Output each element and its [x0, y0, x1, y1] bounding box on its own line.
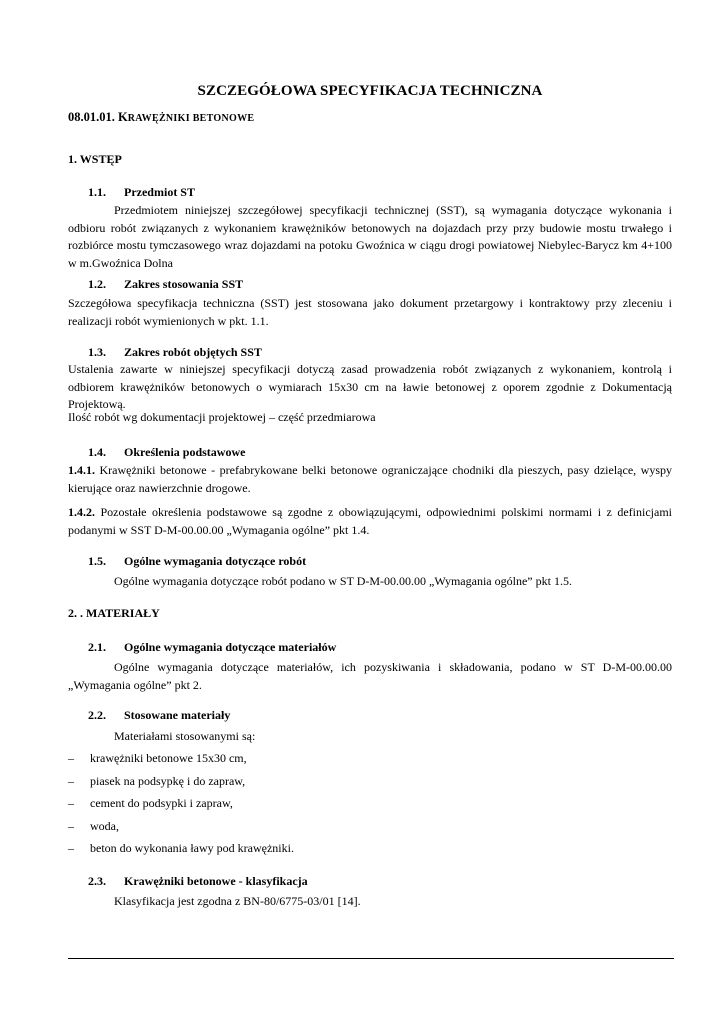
- materials-item-label: beton do wykonania ławy pod krawężniki.: [90, 841, 294, 855]
- section-1-3-heading: [88, 345, 262, 360]
- section-1-3-title: Zakres robót objętych SST: [124, 345, 262, 359]
- materials-item-label: piasek na podsypkę i do zapraw,: [90, 774, 246, 788]
- section-1-2-number: 1.2.: [88, 277, 106, 291]
- section-2-3-heading: [88, 874, 308, 889]
- document-title: SZCZEGÓŁOWA SPECYFIKACJA TECHNICZNA: [197, 83, 543, 99]
- footer-rule: [68, 958, 674, 959]
- materials-item-label: krawężniki betonowe 15x30 cm,: [90, 751, 247, 765]
- definition-1-4-1-number: 1.4.1.: [68, 463, 95, 477]
- materials-list-item: [68, 751, 247, 766]
- section-2-2-heading: [88, 708, 230, 723]
- dash-bullet: –: [68, 751, 74, 765]
- section-2-3-text: Klasyfikacja jest zgodna z BN-80/6775-03/01 [14].: [114, 894, 361, 908]
- section-2-3-title: Krawężniki betonowe - klasyfikacja: [124, 874, 308, 888]
- materials-list-item: [68, 819, 119, 834]
- section-1-1-heading: [88, 185, 195, 200]
- dash-bullet: –: [68, 841, 74, 855]
- materials-item-label: woda,: [90, 819, 119, 833]
- subtitle-small-caps: RAWĘŻNIKI BETONOWE: [127, 113, 255, 124]
- section-1-5-heading: [88, 554, 306, 569]
- section-1-3-number: 1.3.: [88, 345, 106, 359]
- section-2-1-title: Ogólne wymagania dotyczące materiałów: [124, 640, 337, 654]
- section-1-1-title: Przedmiot ST: [124, 185, 195, 199]
- materials-list-item: [68, 774, 245, 789]
- section-2-3-number: 2.3.: [88, 874, 106, 888]
- materials-list-item: [68, 841, 294, 856]
- section-1-5-title: Ogólne wymagania dotyczące robót: [124, 554, 307, 568]
- section-2-1-number: 2.1.: [88, 640, 106, 654]
- subtitle-cap: K: [118, 110, 128, 124]
- dash-bullet: –: [68, 774, 74, 788]
- section-2-1-text: Ogólne wymagania dotyczące materiałów, ich pozyskiwania i składowania, podano w ST D-M-00.00.00 „Wymagania ogólne” pkt 2.: [68, 660, 672, 692]
- section-1-4-number: 1.4.: [88, 445, 106, 459]
- section-1-4-title: Określenia podstawowe: [124, 445, 246, 459]
- section-1-4-heading: [88, 445, 245, 460]
- materials-list-item: [68, 796, 233, 811]
- dash-bullet: –: [68, 796, 74, 810]
- materials-item-label: cement do podsypki i zapraw,: [90, 796, 233, 810]
- section-1-3-text: Ustalenia zawarte w niniejszej specyfikacji dotyczą zasad prowadzenia robót związanych z wykonaniem, kontrolą i odbiorem krawężników betonowych o wymiarach 15x30 cm na ławie betonowej z oporem zgodnie z Dokumentacją Projektową.: [68, 362, 672, 412]
- section-2-2-title: Stosowane materiały: [124, 708, 231, 722]
- section-1-5-number: 1.5.: [88, 554, 106, 568]
- section-1-2-title: Zakres stosowania SST: [124, 277, 244, 291]
- section-1-1-text: Przedmiotem niniejszej szczegółowej specyfikacji technicznej (SST), są wymagania dotyczące wykonania i odbioru robót związanych z wykonaniem krawężników betonowych na dojazdach przy przy budowie mostu trwałego i rozbiórce mostu tymczasowego wraz dojazdami na potoku Gwoźnica w ciągu drogi powiatowej Niebylec-Barycz km 4+100 w m.Gwoźnica Dolna: [68, 203, 672, 270]
- section-1-1-number: 1.1.: [88, 185, 106, 199]
- section-2-2-intro: Materiałami stosowanymi są:: [114, 729, 256, 743]
- section-2-heading: 2. . MATERIAŁY: [68, 606, 160, 620]
- subtitle-number: 08.01.01.: [68, 110, 115, 124]
- definition-1-4-1: [68, 462, 672, 497]
- section-1-2-heading: [88, 277, 243, 292]
- section-2-2-number: 2.2.: [88, 708, 106, 722]
- definition-1-4-1-text: Krawężniki betonowe - prefabrykowane belki betonowe ograniczające chodniki dla pieszych, pasy dzielące, wyspy kierujące oraz nawierzchnie drogowe.: [68, 463, 672, 495]
- dash-bullet: –: [68, 819, 74, 833]
- definition-1-4-2-text: Pozostałe określenia podstawowe są zgodne z obowiązującymi, odpowiednimi polskimi normami i z definicjami podanymi w SST D-M-00.00.00 „Wymagania ogólne” pkt 1.4.: [68, 505, 672, 537]
- section-1-3-quantity-note: Ilość robót wg dokumentacji projektowej – część przedmiarowa: [68, 410, 376, 424]
- document-subtitle: [68, 110, 254, 125]
- section-2-1-heading: [88, 640, 336, 655]
- definition-1-4-2-number: 1.4.2.: [68, 505, 95, 519]
- section-1-heading: 1. WSTĘP: [68, 152, 122, 166]
- section-1-5-text: Ogólne wymagania dotyczące robót podano w ST D-M-00.00.00 „Wymagania ogólne” pkt 1.5.: [114, 574, 572, 588]
- document-page: [68, 0, 672, 1024]
- definition-1-4-2: [68, 504, 672, 539]
- section-1-2-text: Szczegółowa specyfikacja techniczna (SST) jest stosowana jako dokument przetargowy i kontraktowy przy zleceniu i realizacji robót wymienionych w pkt. 1.1.: [68, 296, 672, 328]
